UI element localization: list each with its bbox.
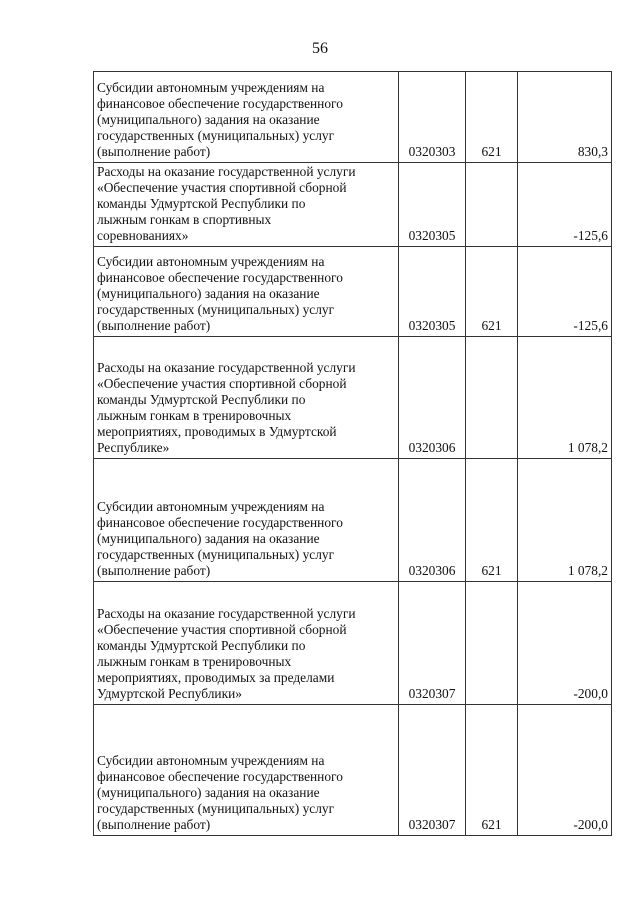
budget-table — [93, 71, 612, 836]
expense-type-code-cell: 621 — [466, 705, 518, 836]
table-row — [94, 459, 612, 582]
target-article-code-cell: 0320306 — [399, 459, 466, 582]
row-name-cell: Расходы на оказание государственной услуги «Обеспечение участия спортивной сборной команды Удмуртской Республики по лыжным гонкам в спортивных соревнованиях» — [94, 163, 399, 247]
amount-cell: -200,0 — [518, 582, 612, 705]
amount-cell: -125,6 — [518, 163, 612, 247]
row-name-cell: Субсидии автономным учреждениям на финансовое обеспечение государственного (муниципального) задания на оказание государственных (муниципальных) услуг (выполнение работ) — [94, 247, 399, 337]
target-article-code-cell: 0320305 — [399, 163, 466, 247]
row-name-cell: Субсидии автономным учреждениям на финансовое обеспечение государственного (муниципального) задания на оказание государственных (муниципальных) услуг (выполнение работ) — [94, 705, 399, 836]
table-row — [94, 705, 612, 836]
page-number: 56 — [312, 40, 328, 57]
target-article-code-cell: 0320306 — [399, 337, 466, 459]
row-name-cell: Расходы на оказание государственной услуги «Обеспечение участия спортивной сборной команды Удмуртской Республики по лыжным гонкам в тренировочных мероприятиях, проводимых за пределами Удмуртской Республики» — [94, 582, 399, 705]
target-article-code-cell: 0320303 — [399, 72, 466, 163]
target-article-code-cell: 0320307 — [399, 705, 466, 836]
table-row — [94, 72, 612, 163]
expense-type-code-cell — [466, 582, 518, 705]
table-row — [94, 582, 612, 705]
target-article-code-cell: 0320307 — [399, 582, 466, 705]
row-name-cell: Субсидии автономным учреждениям на финансовое обеспечение государственного (муниципального) задания на оказание государственных (муниципальных) услуг (выполнение работ) — [94, 72, 399, 163]
amount-cell: -125,6 — [518, 247, 612, 337]
amount-cell: 830,3 — [518, 72, 612, 163]
target-article-code-cell: 0320305 — [399, 247, 466, 337]
expense-type-code-cell — [466, 163, 518, 247]
expense-type-code-cell — [466, 337, 518, 459]
table-row — [94, 337, 612, 459]
amount-cell: -200,0 — [518, 705, 612, 836]
table-row — [94, 163, 612, 247]
row-name-cell: Субсидии автономным учреждениям на финансовое обеспечение государственного (муниципального) задания на оказание государственных (муниципальных) услуг (выполнение работ) — [94, 459, 399, 582]
table-row — [94, 247, 612, 337]
expense-type-code-cell: 621 — [466, 247, 518, 337]
amount-cell: 1 078,2 — [518, 337, 612, 459]
amount-cell: 1 078,2 — [518, 459, 612, 582]
expense-type-code-cell: 621 — [466, 72, 518, 163]
row-name-cell: Расходы на оказание государственной услуги «Обеспечение участия спортивной сборной команды Удмуртской Республики по лыжным гонкам в тренировочных мероприятиях, проводимых в Удмуртской Республике» — [94, 337, 399, 459]
expense-type-code-cell: 621 — [466, 459, 518, 582]
